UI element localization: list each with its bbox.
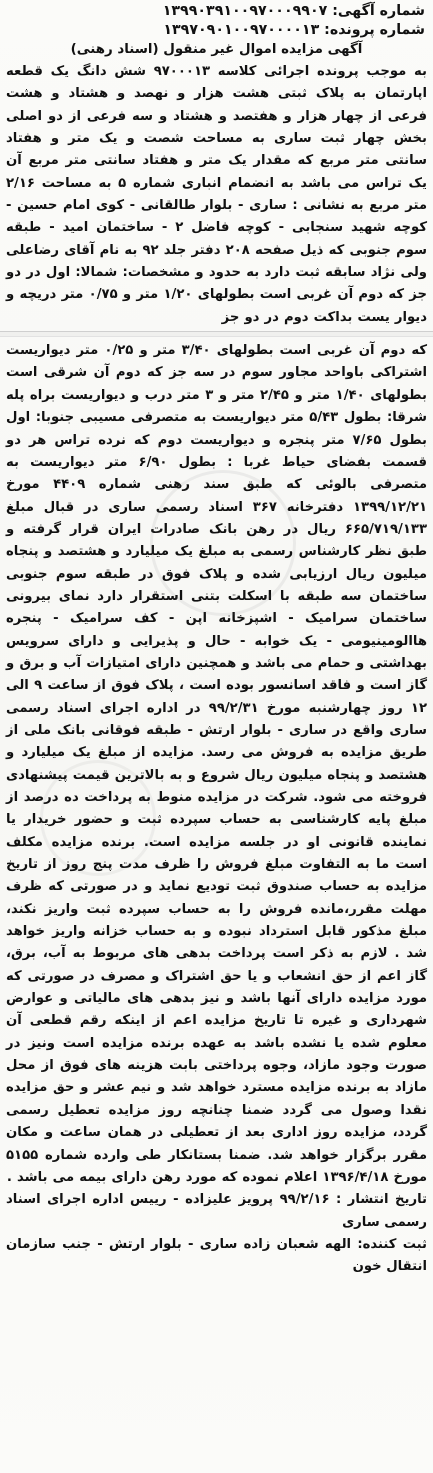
body-paragraph-1: به موجب پرونده اجرائی کلاسه ۹۷۰۰۰۱۳ شش دانگ یک قطعه اپارتمان به پلاک ثبتی هشت هزار و نهصد و هشتاد و هشت فرعی از چهار هزار و هفتصد و هشتاد و سه فرعی از دو اصلی بخش چهار ثبت ساری به مساحت شصت و یک متر و هفتاد سانتی متر مربع که مقدار یک متر و هفتاد سانتی متر مربع آن یک تراس می باشد به انضمام انباری شماره ۵ به مساحت ۲/۱۶ متر مربع به نشانی : ساری - بلوار طالقانی - کوی امام حسین - کوچه شهید سنجابی - کوچه فاضل ۲ - ساختمان امید - طبقه سوم جنوبی که ذیل صفحه ۲۰۸ دفتر جلد ۹۲ به نام آقای رضاعلی ولی نژاد سابقه ثبت دارد به حدود و مشخصات: شمالا: اول در دو جز که دوم آن غربی است بطولهای ۱/۲۰ متر و ۰/۷۵ متر دریچه و دیوار یست بداکت دوم در دو جز	[6, 64, 427, 325]
body-paragraph-2: که دوم آن غربی است بطولهای ۳/۴۰ متر و ۰/۲۵ متر دیواریست اشتراکی باواحد مجاور سوم در سه جز که دوم آن شرقی است بطولهای ۱/۴۰ متر و ۲/۴۵ متر و ۳ متر درب و دیواریست براه پله شرقا: بطول ۵/۴۳ متر دیواریست به متصرفی مسیبی جنوبا: اول بطول ۷/۶۵ متر پنجره و دیواریست دوم که نرده تراس هر دو قسمت بفضای حیاط غربا : بطول ۶/۹۰ متر دیواریست به متصرفی بالوئی که طبق سند رهنی شماره ۴۴۰۹ مورخ ۱۳۹۹/۱۲/۲۱ دفترخانه ۳۶۷ اسناد رسمی ساری در قبال مبلغ ۶۶۵/۷۱۹/۱۳۳ ریال در رهن بانک صادرات ایران قرار گرفته و طبق نظر کارشناس رسمی به مبلغ یک میلیارد و هشتصد و پنجاه میلیون ریال ارزیابی شده و پلاک فوق در طبقه سوم جنوبی ساختمان سه طبقه با اسکلت بتنی استقرار دارد نمای بیرونی ساختمان سرامیک - اشپزخانه اپن - کف سرامیک - پنجره هاالومینیومی - یک خوابه - حال و پذیرایی و دارای سرویس بهداشتی و حمام می باشد و همچنین دارای امتیازات آب و برق و گاز است و فاقد اسانسور بوده است ، پلاک فوق از ساعت ۹ الی ۱۲ روز چهارشنبه مورخ ۹۹/۲/۳۱ در اداره اجرای اسناد رسمی ساری واقع در ساری - بلوار ارتش - طبقه فوقانی بانک ملی از طریق مزایده به فروش می رسد. مزایده از مبلغ یک میلیارد و هشتصد و پنجاه میلیون ریال شروع و به بالاترین قیمت پیشنهادی فروخته می شود. شرکت در مزایده منوط به پرداخت ده درصد از مبلغ پایه کارشناسی به حساب سپرده ثبت و حضور خریدار یا نماینده قانونی او در جلسه مزایده است. برنده مزایده مکلف است ما به التفاوت مبلغ فروش را ظرف مدت پنج روز از تاریخ مزایده به حساب صندوق ثبت تودیع نماید و در صورتی که ظرف مهلت مقرر،مانده فروش را به حساب سپرده ثبت واریز نکند، مبلغ مذکور قابل استرداد نبوده و به حساب خزانه واریز خواهد شد . لازم به ذکر است پرداخت بدهی های مربوط به آب، برق، گاز اعم از حق انشعاب و یا حق اشتراک و مصرف در صورتی که مورد مزایده دارای آنها باشد و نیز بدهی های مالیاتی و عوارض شهرداری و غیره تا تاریخ مزایده اعم از اینکه رقم قطعی آن معلوم شده یا نشده باشد به عهده برنده مزایده است ونیز در صورت وجود مازاد، وجوه پرداختی بابت هزینه های فوق از محل مازاد به برنده مزایده مسترد خواهد شد و نیم عشر و حق مزایده نقدا وصول می گردد ضمنا چنانچه روز مزایده تعطیل رسمی گردد، مزایده روز اداری بعد از تعطیلی در همان ساعت و مکان مقرر برگزار خواهد شد. ضمنا بستانکار طی وارده شماره ۵۱۵۵ مورخ ۱۳۹۶/۴/۱۸ اعلام نموده که مورد رهن دارای بیمه می باشد .	[6, 343, 428, 1185]
notice-footer	[0, 1189, 433, 1278]
publish-date-line: تاریخ انتشار : ۹۹/۲/۱۶ پرویز علیزاده - رییس اداره اجرای اسناد رسمی ساری	[6, 1192, 427, 1230]
column-seam-divider	[0, 331, 433, 337]
notice-body-top	[0, 61, 433, 329]
notice-title: آگهی مزایده اموال غیر منقول (اسناد رهنی)	[70, 42, 363, 57]
notice-body-bottom	[0, 340, 433, 1189]
notice-header	[0, 0, 433, 40]
case-number: شماره پرونده: ۱۳۹۷۰۹۰۱۰۰۹۷۰۰۰۰۱۳	[163, 22, 425, 38]
ad-number: شماره آگهی: ۱۳۹۹۰۳۹۱۰۰۹۷۰۰۰۹۹۰۷	[162, 3, 425, 19]
registrar-line: ثبت کننده: الهه شعبان زاده ساری - بلوار ارتش - جنب سازمان انتقال خون	[6, 1236, 427, 1275]
